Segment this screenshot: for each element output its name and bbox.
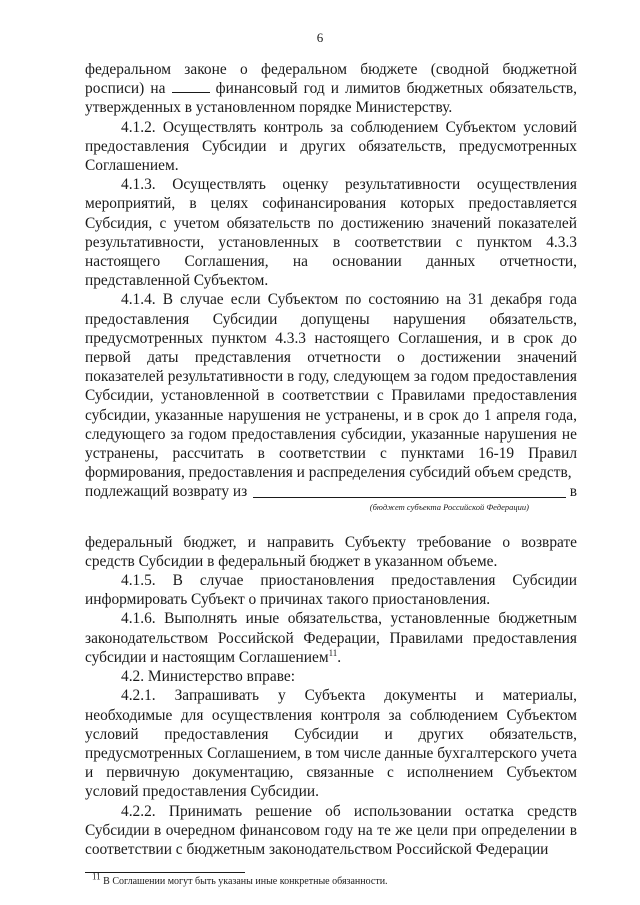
paragraph-text: федеральном законе о федеральном бюджете (сводной бюджетной росписи) на [85,61,577,98]
paragraph-4-1-4: 4.1.4. В случае если Субъектом по состоянию на 31 декабря года предоставления Субсидии допущены нарушения обязательств, предусмотренных пунктом 4.3.3 настоящего Соглашения, и в срок до первой даты представления отчетности о достижении значений показателей результативности в году, следующем за годом предоставления Субсидии, установленной в соответствии с Правилами предоставления субсидии, указанные нарушения не устранены, и в срок до 1 апреля года, следующего за годом предоставления субсидии, указанные нарушения не устранены, рассчитать в соответствии с пунктами 16-19 Правил формирования, предоставления и распределения субсидий объем средств, [85,291,577,482]
paragraph-4-2-2: 4.2.2. Принимать решение об использовании остатка средств Субсидии в очередном финансовом году на те же цели при определении в соответствии с бюджетным законодательством Российской Федерации [85,802,577,858]
refund-tail-text: в [569,483,577,501]
paragraph-4-1-6 [85,609,577,667]
blank-line [172,80,210,93]
footnote-number: 11 [92,871,101,882]
paragraph-4-1-5: 4.1.5. В случае приостановления предоставления Субсидии информировать Субъект о причинах такого приостановления. [85,572,577,609]
paragraph-refund-demand: федеральный бюджет, и направить Субъекту требование о возврате средств Субсидии в федеральный бюджет в указанном объеме. [85,533,577,570]
paragraph-budget-law [85,60,577,118]
paragraph-text: финансовый год и лимитов бюджетных обязательств, утвержденных в установленном порядке Министерству. [85,80,577,117]
document-body [85,60,577,859]
footnote [92,871,388,887]
field-caption: (бюджет субъекта Российской Федерации) [369,501,529,512]
footnote-text: В Соглашении могут быть указаны иные конкретные обязанности. [100,876,388,887]
footnote-separator [85,872,245,873]
paragraph-4-1-2: 4.1.2. Осуществлять контроль за соблюдением Субъектом условий предоставления Субсидии и других обязательств, предусмотренных Соглашением. [85,118,577,175]
paragraph-end: . [337,648,342,666]
footnote-ref[interactable]: 11 [328,647,338,658]
paragraph-4-2-1: 4.2.1. Запрашивать у Субъекта документы и материалы, необходимые для осуществления контроля за соблюдением Субъектом условий предоставления Субсидии и других обязательств, предусмотренных Соглашением, в том числе данные бухгалтерского учета и первичную документацию, связанные с исполнением Субъектом условий предоставления Субсидии. [85,687,577,801]
paragraph-4-1-3: 4.1.3. Осуществлять оценку результативности осуществления мероприятий, в целях софинансирования которых предоставляется Субсидия, с учетом обязательств по достижению значений показателей результативности, установленных в соответствии с пунктом 4.3.3 настоящего Соглашения, на основании данных отчетности, представленной Субъектом. [85,176,577,290]
blank-line [253,485,566,498]
refund-lead-text: подлежащий возврату из [85,483,248,501]
paragraph-4-2: 4.2. Министерство вправе: [121,668,295,686]
refund-source-line [85,482,577,501]
page-number: 6 [316,30,324,45]
paragraph-text: 4.1.6. Выполнять иные обязательства, установленные бюджетным законодательством Российской Федерации, Правилами предоставления субсидии и настоящим Соглашением [85,610,577,666]
